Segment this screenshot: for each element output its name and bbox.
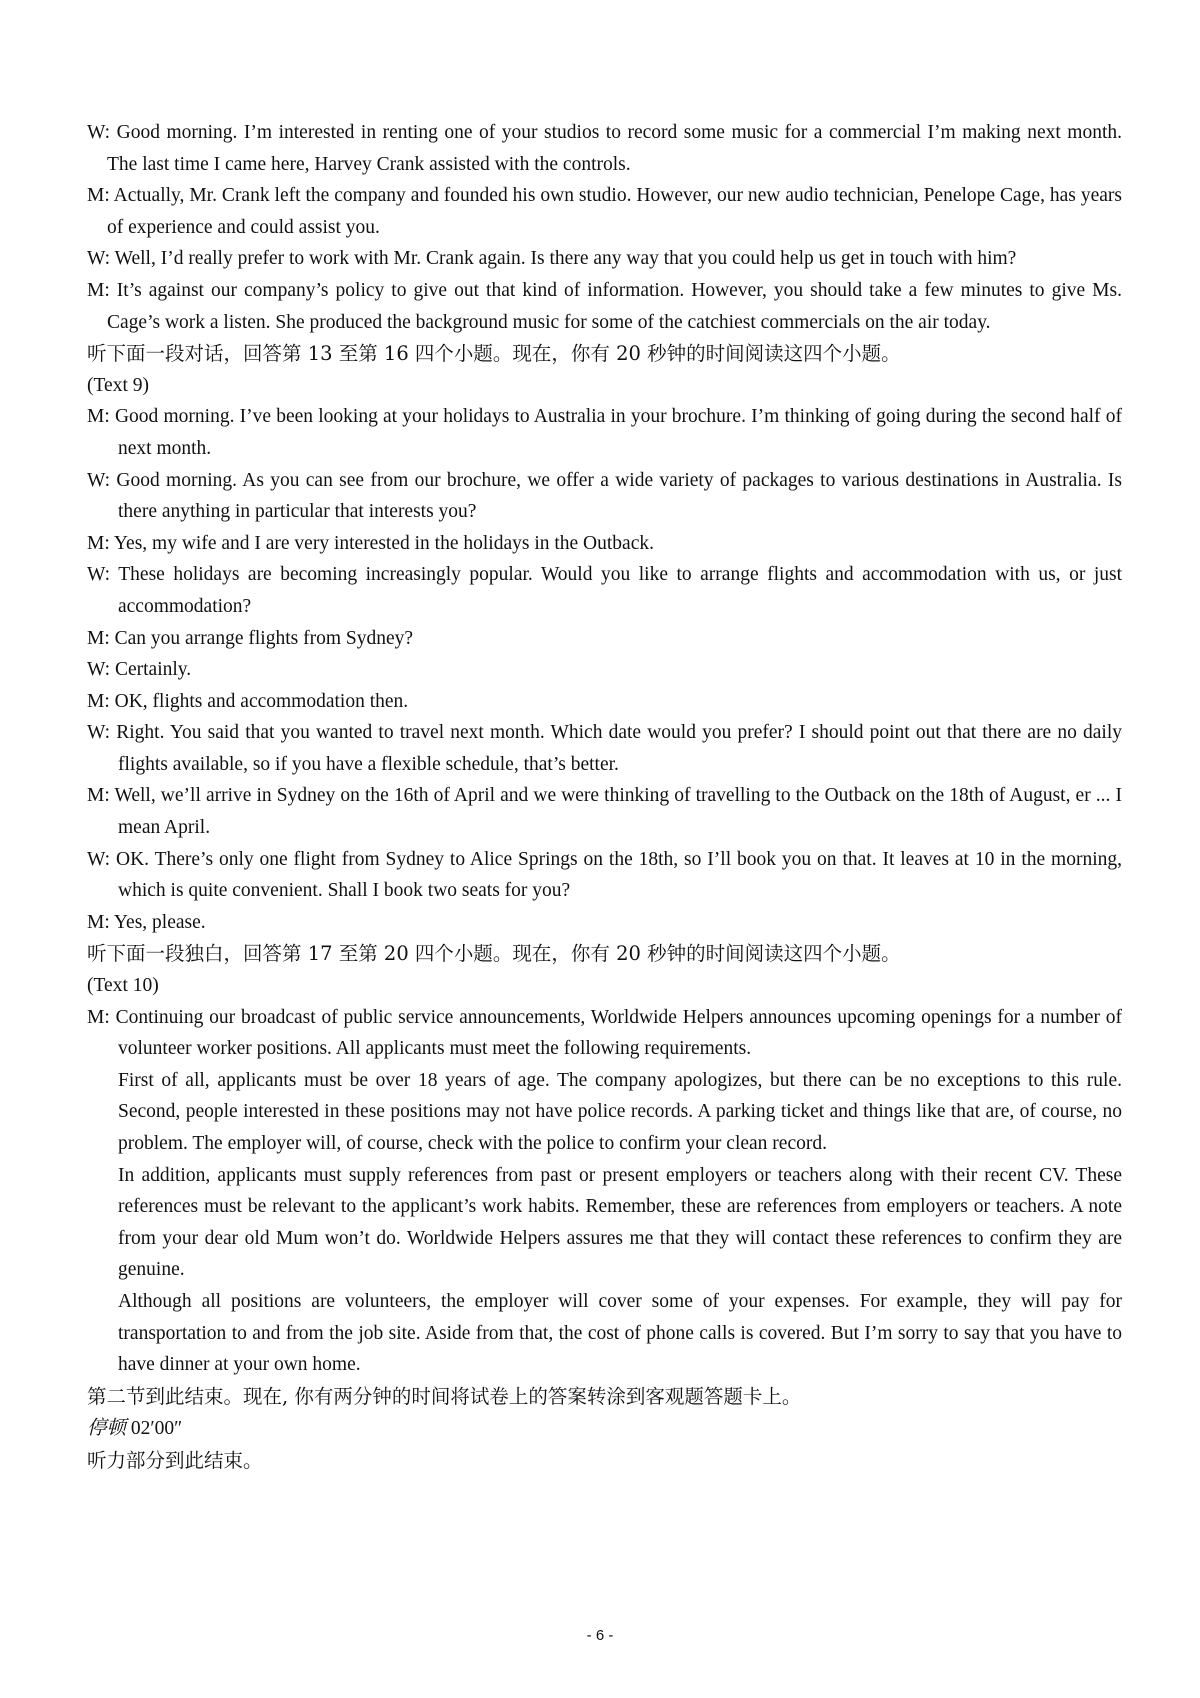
- text9-line-9: M: Well, we’ll arrive in Sydney on the 16th of April and we were thinking of travelling to the Outback on the 18th of August, er ... I mean April.: [87, 785, 1122, 839]
- text9-line-1: M: Good morning. I’ve been looking at your holidays to Australia in your brochure. I’m thinking of going during the second half of next month.: [87, 406, 1122, 459]
- text9-line-5: M: Can you arrange flights from Sydney?: [87, 627, 414, 649]
- page-number: - 6 -: [586, 1627, 614, 1644]
- text8-line-m2: M: It’s against our company’s policy to give out that kind of information. However, you should take a few minutes to give Ms. Cage’s work a listen. She produced the background music for some of the catchiest commercials on the air today.: [87, 279, 1122, 333]
- text9-line-3: M: Yes, my wife and I are very interested in the holidays in the Outback.: [87, 532, 654, 554]
- pause-label: 停顿: [87, 1416, 127, 1440]
- text8-line-m1: M: Actually, Mr. Crank left the company and founded his own studio. However, our new audio technician, Penelope Cage, has years of experience and could assist you.: [87, 185, 1122, 238]
- text9-line-4: W: These holidays are becoming increasingly popular. Would you like to arrange flights and accommodation with us, or just accommodation?: [87, 564, 1122, 617]
- text9-line-6: W: Certainly.: [87, 659, 192, 681]
- text9-line-7: M: OK, flights and accommodation then.: [87, 690, 409, 712]
- section-end-note: 第二节到此结束。现在, 你有两分钟的时间将试卷上的答案转涂到客观题答题卡上。: [87, 1384, 802, 1408]
- pause-note: [87, 1412, 1122, 1445]
- text9-heading: (Text 9): [87, 374, 149, 396]
- text10-lead: M: Continuing our broadcast of public service announcements, Worldwide Helpers announces upcoming openings for a number of volunteer worker positions. All applicants must meet the following requirements.: [87, 1006, 1122, 1060]
- listening-end-note: 听力部分到此结束。: [87, 1448, 263, 1472]
- text8-line-w1: W: Good morning. I’m interested in renting one of your studios to record some music for a commercial I’m making next month. The last time I came here, Harvey Crank assisted with the controls.: [87, 122, 1122, 175]
- text9-line-10: W: OK. There’s only one flight from Sydney to Alice Springs on the 18th, so I’ll book you on that. It leaves at 10 in the morning, which is quite convenient. Shall I book two seats for you?: [87, 848, 1122, 902]
- document-body: [87, 117, 1122, 1477]
- text9-line-11: M: Yes, please.: [87, 911, 206, 933]
- text10-paragraph-2: In addition, applicants must supply references from past or present employers or teachers along with their recent CV. These references must be relevant to the applicant’s work habits. Remember, these are references from employers or teachers. A note from your dear old Mum won’t do. Worldwide Helpers assures me that they will contact these references to confirm they are genuine.: [118, 1164, 1122, 1281]
- pause-duration: 02′00″: [126, 1418, 183, 1440]
- text10-paragraph-1: First of all, applicants must be over 18 years of age. The company apologizes, but there can be no exceptions to this rule. Second, people interested in these positions may not have police records. A parking ticket and things like that are, of course, no problem. The employer will, of course, check with the police to confirm your clean record.: [118, 1069, 1122, 1154]
- text10-heading: (Text 10): [87, 975, 159, 997]
- instruction-text9: 听下面一段对话，回答第 13 至第 16 四个小题。现在，你有 20 秒钟的时间阅读这四个小题。: [87, 342, 901, 366]
- text8-line-w2: W: Well, I’d really prefer to work with Mr. Crank again. Is there any way that you could help us get in touch with him?: [87, 248, 1017, 270]
- text9-line-8: W: Right. You said that you wanted to travel next month. Which date would you prefer? I should point out that there are no daily flights available, so if you have a flexible schedule, that’s better.: [87, 722, 1122, 775]
- instruction-text10: 听下面一段独白，回答第 17 至第 20 四个小题。现在，你有 20 秒钟的时间阅读这四个小题。: [87, 942, 901, 966]
- text10-paragraph-3: Although all positions are volunteers, the employer will cover some of your expenses. For example, they will pay for transportation to and from the job site. Aside from that, the cost of phone calls is covered. But I’m sorry to say that you have to have dinner at your own home.: [118, 1290, 1122, 1376]
- text9-line-2: W: Good morning. As you can see from our brochure, we offer a wide variety of packages to various destinations in Australia. Is there anything in particular that interests you?: [87, 469, 1122, 523]
